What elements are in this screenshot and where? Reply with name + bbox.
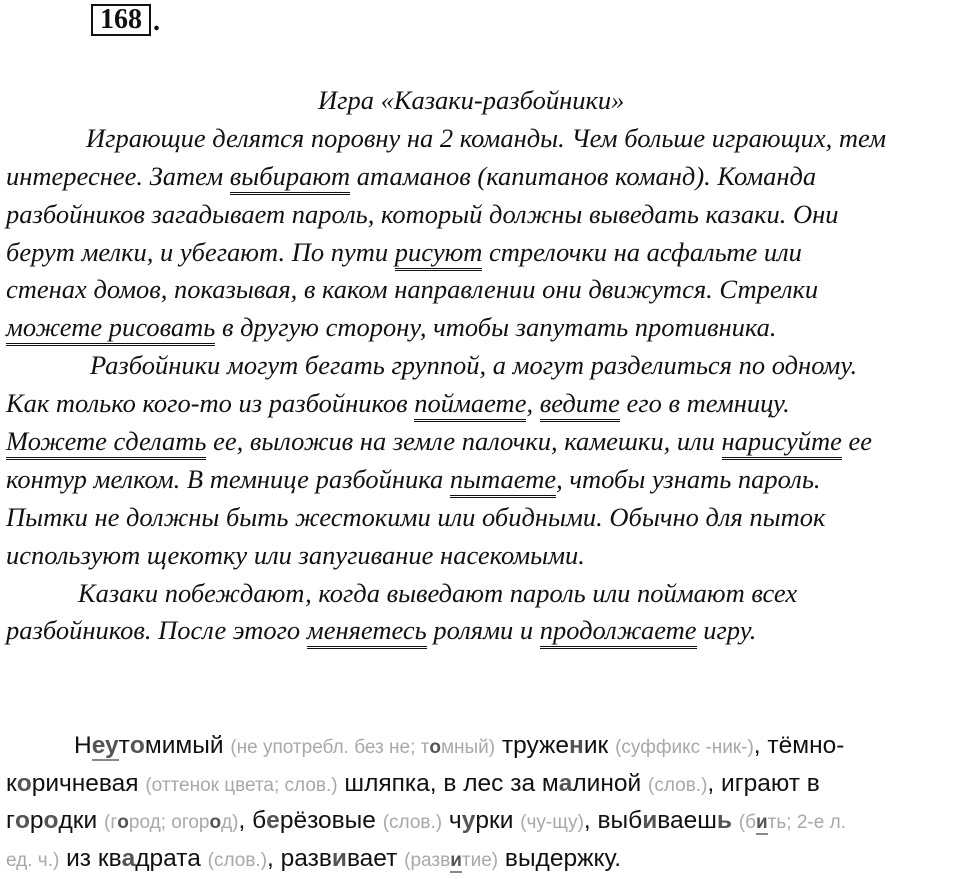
story-line: разбойников загадывает пароль, который должны выведать казаки. Они — [6, 198, 839, 229]
exercise-line — [6, 840, 958, 878]
underlined-verb: нарисуйте — [722, 426, 842, 460]
text: мимый — [144, 732, 231, 759]
text: , играют в — [707, 769, 820, 797]
hint-text: ть; 2-е л. — [767, 812, 846, 834]
text: ваеш — [657, 807, 717, 835]
text: ч — [442, 807, 462, 835]
text: интереснее. Затем — [6, 160, 230, 191]
hint-text: тие) — [461, 849, 499, 871]
hint-text: (б — [738, 812, 757, 834]
text: , чтобы узнать пароль. — [556, 463, 821, 494]
text: , разв — [267, 844, 332, 872]
text: линой — [572, 769, 649, 797]
exercise-line — [6, 765, 958, 803]
text: его в темницу. — [619, 388, 790, 419]
orthogram-letter: о — [209, 812, 222, 834]
underlined-verb: поймаете — [414, 388, 526, 422]
underlined-verb: ведите — [540, 388, 620, 422]
text: драта — [135, 844, 208, 872]
orthogram-letter: а — [121, 844, 136, 872]
orthogram-letter: о — [16, 769, 32, 797]
text: разбойников. После этого — [6, 615, 307, 646]
text: ролями и — [426, 615, 540, 646]
text: рёзовые — [279, 807, 383, 835]
text: ик — [583, 732, 616, 759]
text: ричневая — [31, 769, 146, 797]
underlined-verb: рисуют — [395, 237, 483, 271]
hint-text: д) — [221, 812, 239, 834]
story-line — [6, 461, 958, 499]
text: из кв — [59, 844, 122, 872]
story-line: Пытки не должны быть жестокими или обидными. Обычно для пыток — [6, 501, 826, 532]
spelling-exercise — [6, 727, 958, 877]
orthogram-letter: у — [461, 807, 476, 835]
hint-text: (не употребл. без не; т — [230, 737, 430, 758]
task-number-dot: . — [153, 6, 160, 37]
text: к — [6, 769, 17, 797]
text: , тёмно- — [753, 732, 845, 759]
text: стрелочки на асфальте или — [482, 236, 802, 267]
text: ее — [841, 426, 873, 457]
text: , — [526, 388, 540, 419]
text: шляпка, в лес за м — [337, 769, 559, 797]
orthogram-letter: и — [642, 807, 658, 835]
orthogram-letter: и — [756, 812, 768, 834]
text: ее, выложив на земле палочки, камешки, или — [206, 426, 722, 457]
orthogram-letter: о — [117, 812, 129, 834]
story-line: стенах домов, показывая, в каком направлении они движутся. Стрелки — [6, 274, 819, 305]
story-line — [6, 158, 958, 196]
underlined-verb: Можете сделать — [6, 426, 206, 460]
text: , выб — [583, 807, 643, 835]
text: берут мелки, и убегают. По пути — [6, 236, 395, 267]
hint-text: (слов.) — [382, 812, 443, 834]
hint-text: (слов.) — [648, 774, 708, 796]
story-line: используют щекотку или запугивание насекомыми. — [6, 539, 585, 570]
underlined-verb: продолжаете — [540, 615, 697, 649]
text — [732, 807, 739, 834]
hint-text: (чу-щу) — [520, 812, 584, 834]
underlined-verb: можете рисовать — [6, 312, 215, 346]
orthogram-letter: н — [569, 732, 584, 759]
story-line: Казаки побеждают, когда выведают пароль или поймают всех — [78, 577, 798, 608]
underlined-verb: пытаете — [450, 464, 556, 498]
hint-text: (разв — [404, 849, 451, 871]
story-line: Разбойники могут бегать группой, а могут разделиться по одному. — [90, 350, 858, 381]
story-line — [6, 385, 958, 423]
hint-text: (слов.) — [207, 849, 268, 871]
hint-text: ед. ч.) — [6, 849, 60, 871]
text: контур мелком. В темнице разбойника — [6, 463, 450, 494]
story-line — [6, 612, 958, 650]
underlined-verb: выбирают — [230, 161, 350, 195]
orthogram-letter: еу — [91, 732, 119, 759]
orthogram-letter: и — [450, 849, 462, 871]
orthogram-letter: о — [43, 807, 59, 835]
task-number: 168 — [91, 4, 151, 36]
hint-text: (оттенок цвета; слов.) — [145, 774, 338, 796]
text: вает — [346, 844, 405, 872]
text: атаманов (капитанов команд). Команда — [350, 160, 817, 191]
story-title: Игра «Казаки-разбойники» — [318, 85, 625, 115]
orthogram-letter: ь — [716, 807, 732, 835]
orthogram-letter: а — [558, 769, 573, 797]
underlined-verb: меняетесь — [307, 615, 427, 649]
text: т — [118, 732, 130, 759]
hint-text: (г — [104, 812, 118, 834]
story-text — [6, 82, 958, 650]
orthogram-letter: о — [129, 732, 145, 759]
hint-text: мный) — [440, 737, 496, 758]
text: в другую сторону, чтобы запутать противника. — [215, 312, 777, 343]
orthogram-letter: и — [331, 844, 347, 872]
story-line: Играющие делятся поровну на 2 команды. Чем больше играющих, тем — [86, 122, 886, 153]
story-line — [6, 423, 958, 461]
text: Н — [74, 732, 92, 759]
text: дки — [58, 807, 105, 835]
story-line — [6, 309, 958, 347]
text: г — [6, 807, 15, 835]
orthogram-letter: е — [266, 807, 280, 835]
text: , б — [238, 807, 267, 835]
exercise-line — [6, 802, 958, 840]
text: труже — [495, 732, 570, 759]
orthogram-letter: о — [429, 737, 441, 758]
text: выдержку. — [498, 844, 622, 872]
text: игру. — [696, 615, 757, 646]
hint-text: (суффикс -ник-) — [615, 737, 754, 758]
exercise-line — [6, 727, 958, 765]
text: рки — [475, 807, 521, 835]
text: Как только кого-то из разбойников — [6, 388, 415, 419]
orthogram-letter: о — [14, 807, 30, 835]
text: р — [29, 807, 44, 835]
hint-text: род; огор — [128, 812, 210, 834]
story-line — [6, 234, 958, 272]
